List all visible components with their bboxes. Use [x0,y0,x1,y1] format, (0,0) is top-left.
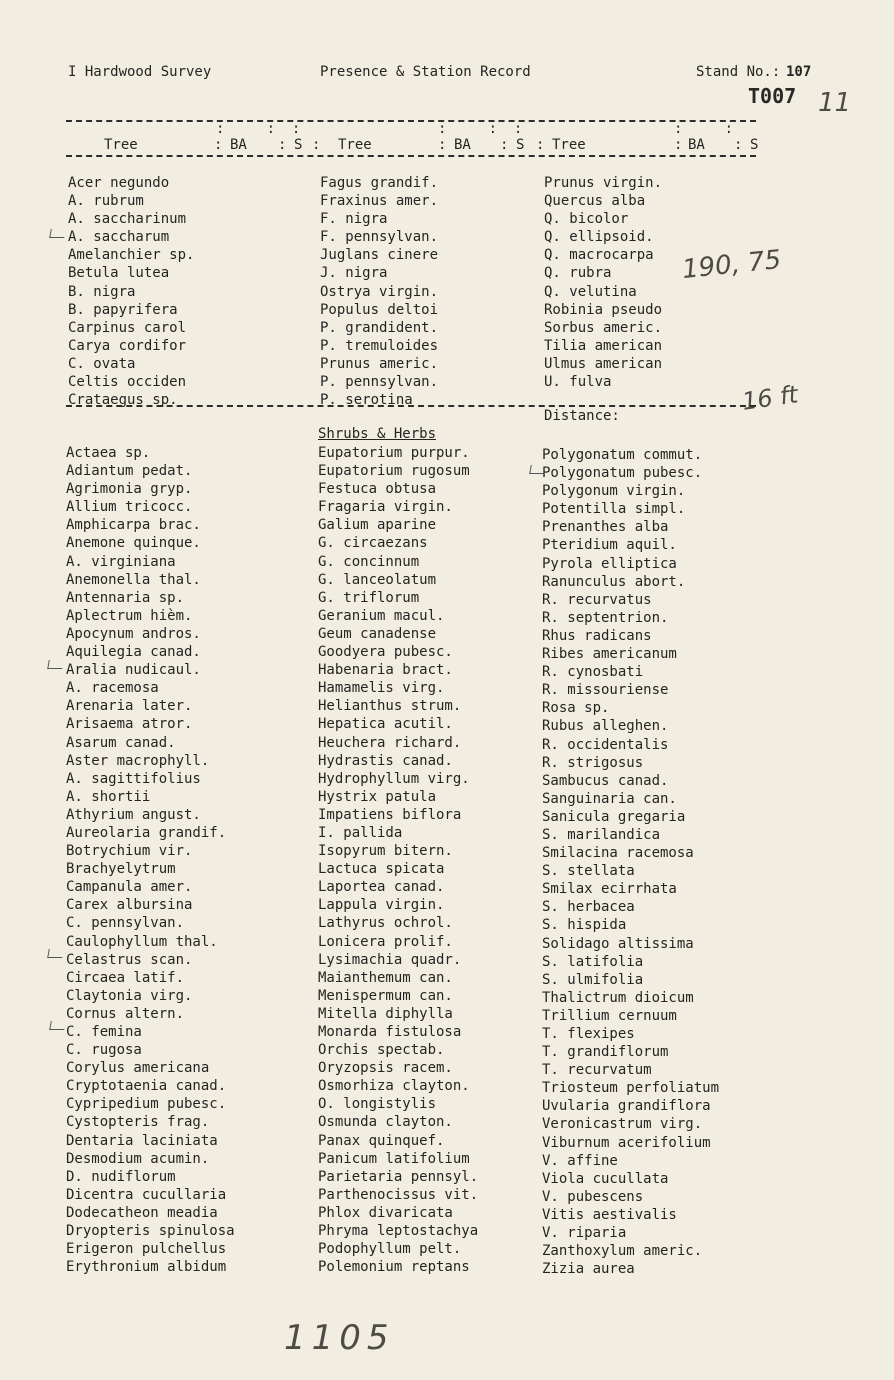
species-name: Botrychium vir. [66,843,193,860]
species-name: C. pennsylvan. [66,915,185,932]
species-name: Allium tricocc. [66,499,193,516]
species-name: Amelanchier sp. [68,247,195,264]
species-name: Potentilla simpl. [542,501,686,518]
species-name: Menispermum can. [318,987,453,1004]
species-name: J. nigra [320,265,388,282]
species-name: P. grandident. [320,319,439,336]
species-name: Panicum latifolium [318,1150,470,1167]
species-name: Impatiens biflora [318,806,462,823]
check-mark-femina [49,1021,66,1030]
species-name: B. papyrifera [68,301,178,318]
species-name: Oryzopsis racem. [318,1060,453,1077]
species-name: A. shortii [66,788,151,805]
species-name: V. riparia [542,1225,627,1242]
species-name: Fraxinus amer. [320,193,439,210]
ba-header-3: BA [688,137,705,153]
species-name: Aplectrum hièm. [66,607,193,624]
species-name: Juglans cinere [320,247,439,264]
species-name: U. fulva [544,374,612,391]
species-name: Ostrya virgin. [320,283,439,300]
distance-label: Distance: [544,408,620,424]
sep-2c: : [536,137,545,153]
species-name: Galium aparine [318,517,437,534]
species-name: C. rugosa [66,1042,142,1059]
species-name: Zanthoxylum americ. [542,1243,703,1260]
species-name: Arenaria later. [66,698,193,715]
species-name: Pyrola elliptica [542,555,677,572]
species-name: Erythronium albidum [66,1259,227,1276]
species-name: D. nudiflorum [66,1168,176,1185]
species-name: P. pennsylvan. [320,374,439,391]
species-name: Parietaria pennsyl. [318,1168,479,1185]
species-name: Heuchera richard. [318,734,462,751]
species-name: A. racemosa [66,680,159,697]
species-name: Anemonella thal. [66,571,201,588]
species-name: Q. velutina [544,283,637,300]
colon-marks-2: : : : [438,121,523,137]
species-name: Crataegus sp. [68,392,178,409]
species-name: Apocynum andros. [66,625,201,642]
species-name: Q. bicolor [544,211,629,228]
species-name: Quercus alba [544,193,646,210]
species-name: Parthenocissus vit. [318,1186,479,1203]
tree-list-3 [544,174,662,391]
species-name: Dicentra cucullaria [66,1186,227,1203]
species-name: Lactuca spicata [318,861,445,878]
species-name: R. septentrion. [542,609,669,626]
handwritten-rubra-values: 190, 75 [680,244,783,286]
handwritten-stand-id: T007 [748,84,797,108]
species-name: Cornus altern. [66,1005,185,1022]
species-name: Eupatorium purpur. [318,445,470,461]
header-rule-top [66,120,756,122]
species-name: Trillium cernuum [542,1007,677,1024]
species-name: Carpinus carol [68,319,187,336]
species-name: Anemone quinque. [66,535,201,552]
species-name: Athyrium angust. [66,806,201,823]
species-name: Rhus radicans [542,627,652,644]
species-name: Goodyera pubesc. [318,644,453,661]
species-name: Polemonium reptans [318,1259,470,1276]
species-name: Caulophyllum thal. [66,933,218,950]
species-name: G. circaezans [318,535,428,552]
species-name: R. missouriense [542,682,669,699]
sep-1b: : [278,137,287,153]
species-name: Ranunculus abort. [542,573,686,590]
species-name: Monarda fistulosa [318,1024,462,1040]
species-name: Veronicastrum virg. [542,1116,703,1133]
species-name: Lonicera prolif. [318,933,453,950]
species-name: Prenanthes alba [542,519,669,536]
species-name: F. pennsylvan. [320,229,439,246]
header-rule-bottom [66,155,756,157]
species-name: Viola cucullata [542,1170,669,1187]
species-name: Geranium macul. [318,607,445,624]
species-name: Agrimonia gryp. [66,481,193,498]
species-name: V. affine [542,1152,618,1169]
species-name: Aralia nudicaul. [66,662,201,679]
species-name: Q. macrocarpa [544,247,654,264]
species-name: Sanicula gregaria [542,808,686,825]
species-name: Circaea latif. [66,969,185,986]
stand-label: Stand No.: [696,64,781,80]
species-name: S. latifolia [542,953,644,970]
species-name: R. strigosus [542,754,644,771]
check-mark-polygonatum [529,465,546,474]
species-name: Hepatica acutil. [318,716,453,733]
sep-1c: : [312,137,321,153]
species-name: Populus deltoi [320,301,439,318]
species-name: C. ovata [68,355,136,372]
species-name: Pteridium aquil. [542,537,677,554]
species-name: Rubus alleghen. [542,718,669,735]
species-name: Zizia aurea [542,1261,635,1278]
species-name: R. recurvatus [542,591,652,608]
species-name: Lappula virgin. [318,897,445,914]
species-name: Isopyrum bitern. [318,843,453,860]
species-name: Lysimachia quadr. [318,951,462,968]
sep-3a: : [674,137,683,153]
species-name: Smilacina racemosa [542,845,694,862]
species-name: Prunus virgin. [544,175,663,191]
species-name: Actaea sp. [66,445,151,461]
species-name: Dryopteris spinulosa [66,1223,235,1240]
survey-title: I Hardwood Survey [68,64,212,80]
s-header-2: S [516,137,525,153]
stand-number: 107 [786,64,812,80]
sep-3b: : [734,137,743,153]
shrub-list-1 [66,444,235,1276]
species-name: A. saccharinum [68,211,187,228]
species-name: Hydrastis canad. [318,752,453,769]
species-name: S. marilandica [542,826,661,843]
sep-2b: : [500,137,509,153]
sep-1a: : [214,137,223,153]
species-name: Cryptotaenia canad. [66,1078,227,1095]
species-name: Thalictrum dioicum [542,989,694,1006]
species-name: Dodecatheon meadia [66,1204,218,1221]
species-name: G. triflorum [318,589,420,606]
species-name: Vitis aestivalis [542,1206,677,1223]
species-name: Viburnum acerifolium [542,1134,711,1151]
species-name: Betula lutea [68,265,170,282]
check-mark-saccharum [49,229,66,238]
species-name: Festuca obtusa [318,481,437,498]
species-name: Antennaria sp. [66,589,185,606]
s-header-1: S [294,137,303,153]
species-name: Desmodium acumin. [66,1150,210,1167]
check-mark-celastrus [47,949,64,958]
species-name: Sorbus americ. [544,319,663,336]
species-name: Arisaema atror. [66,716,193,733]
species-name: R. cynosbati [542,664,644,681]
species-name: Sambucus canad. [542,772,669,789]
species-name: T. flexipes [542,1026,635,1042]
species-name: Geum canadense [318,625,437,642]
species-name: P. serotina [320,392,413,409]
species-name: Polygonatum pubesc. [542,465,703,482]
species-name: A. rubrum [68,193,144,210]
species-name: O. longistylis [318,1096,437,1113]
tree-section-rule [66,405,756,407]
species-name: Adiantum pedat. [66,463,193,480]
species-name: S. ulmifolia [542,971,644,988]
sep-2a: : [438,137,447,153]
species-name: Hystrix patula [318,788,437,805]
species-name: Dentaria laciniata [66,1132,218,1149]
species-name: Polygonum virgin. [542,483,686,500]
species-name: P. tremuloides [320,337,439,354]
species-name: Fragaria virgin. [318,499,453,516]
species-name: B. nigra [68,283,136,300]
tree-list-1 [68,174,194,409]
species-name: T. grandiflorum [542,1044,669,1061]
species-name: Brachyelytrum [66,861,176,878]
species-name: Rosa sp. [542,700,610,717]
species-name: Orchis spectab. [318,1042,445,1059]
tree-list-2 [320,174,438,409]
species-name: Fagus grandif. [320,175,439,191]
record-title: Presence & Station Record [320,64,531,80]
species-name: G. concinnum [318,553,420,570]
colon-marks-3: : : [674,121,734,137]
species-name: Carya cordifor [68,337,187,354]
species-name: C. femina [66,1024,142,1040]
species-name: S. herbacea [542,899,635,916]
species-name: F. nigra [320,211,388,228]
species-name: Aster macrophyll. [66,752,210,769]
species-name: G. lanceolatum [318,571,437,588]
species-name: Phlox divaricata [318,1204,453,1221]
tree-header-3: Tree [552,137,586,153]
ba-header-2: BA [454,137,471,153]
species-name: Q. ellipsoid. [544,229,654,246]
species-name: Mitella diphylla [318,1005,453,1022]
colon-marks-1: : : : [216,121,301,137]
handwritten-mark: 11 [818,88,852,118]
species-name: Osmunda clayton. [318,1114,453,1131]
species-name: I. pallida [318,824,403,841]
species-name: T. recurvatum [542,1062,652,1079]
species-name: S. hispida [542,917,627,934]
handwritten-bottom-note: 1105 [284,1318,395,1358]
species-name: Ulmus american [544,355,663,372]
species-name: Panax quinquef. [318,1132,445,1149]
s-header-3: S [750,137,759,153]
species-name: Carex albursina [66,897,193,914]
species-name: Solidago altissima [542,935,694,952]
species-name: Acer negundo [68,175,170,191]
species-name: Triosteum perfoliatum [542,1080,720,1097]
species-name: Phryma leptostachya [318,1223,479,1240]
species-name: Smilax ecirrhata [542,881,677,898]
species-name: Campanula amer. [66,879,193,896]
species-name: Lathyrus ochrol. [318,915,453,932]
species-name: Eupatorium rugosum [318,463,470,480]
species-name: Ribes americanum [542,646,677,663]
species-name: R. occidentalis [542,736,669,753]
shrubs-herbs-title: Shrubs & Herbs [318,426,437,442]
tree-header-2: Tree [338,137,372,153]
species-name: A. saccharum [68,229,170,246]
species-name: Erigeron pulchellus [66,1241,227,1258]
shrub-list-3 [542,446,719,1278]
species-name: Prunus americ. [320,355,439,372]
species-name: Sanguinaria can. [542,790,677,807]
species-name: Helianthus strum. [318,698,462,715]
tree-header-1: Tree [104,137,138,153]
species-name: Q. rubra [544,265,612,282]
species-name: Hamamelis virg. [318,680,445,697]
species-name: A. virginiana [66,553,176,570]
species-name: Maianthemum can. [318,969,453,986]
species-name: Corylus americana [66,1060,210,1077]
species-name: Uvularia grandiflora [542,1098,711,1115]
species-name: Cypripedium pubesc. [66,1096,227,1113]
species-name: A. sagittifolius [66,770,201,787]
species-name: V. pubescens [542,1188,644,1205]
species-name: Aquilegia canad. [66,644,201,661]
species-name: Tilia american [544,337,663,354]
species-name: Cystopteris frag. [66,1114,210,1131]
species-name: Celastrus scan. [66,951,193,968]
species-name: S. stellata [542,863,635,880]
species-name: Claytonia virg. [66,987,193,1004]
species-name: Habenaria bract. [318,662,453,679]
species-name: Asarum canad. [66,734,176,751]
species-name: Laportea canad. [318,879,445,896]
species-name: Aureolaria grandif. [66,824,227,841]
species-name: Hydrophyllum virg. [318,770,470,787]
species-name: Amphicarpa brac. [66,517,201,534]
species-name: Polygonatum commut. [542,447,703,463]
check-mark-aralia [47,660,64,669]
species-name: Podophyllum pelt. [318,1241,462,1258]
species-name: Robinia pseudo [544,301,663,318]
species-name: Celtis occiden [68,374,187,391]
shrub-list-2 [318,444,478,1276]
species-name: Osmorhiza clayton. [318,1078,470,1095]
ba-header-1: BA [230,137,247,153]
handwritten-distance-value: 16 ft [740,380,800,416]
